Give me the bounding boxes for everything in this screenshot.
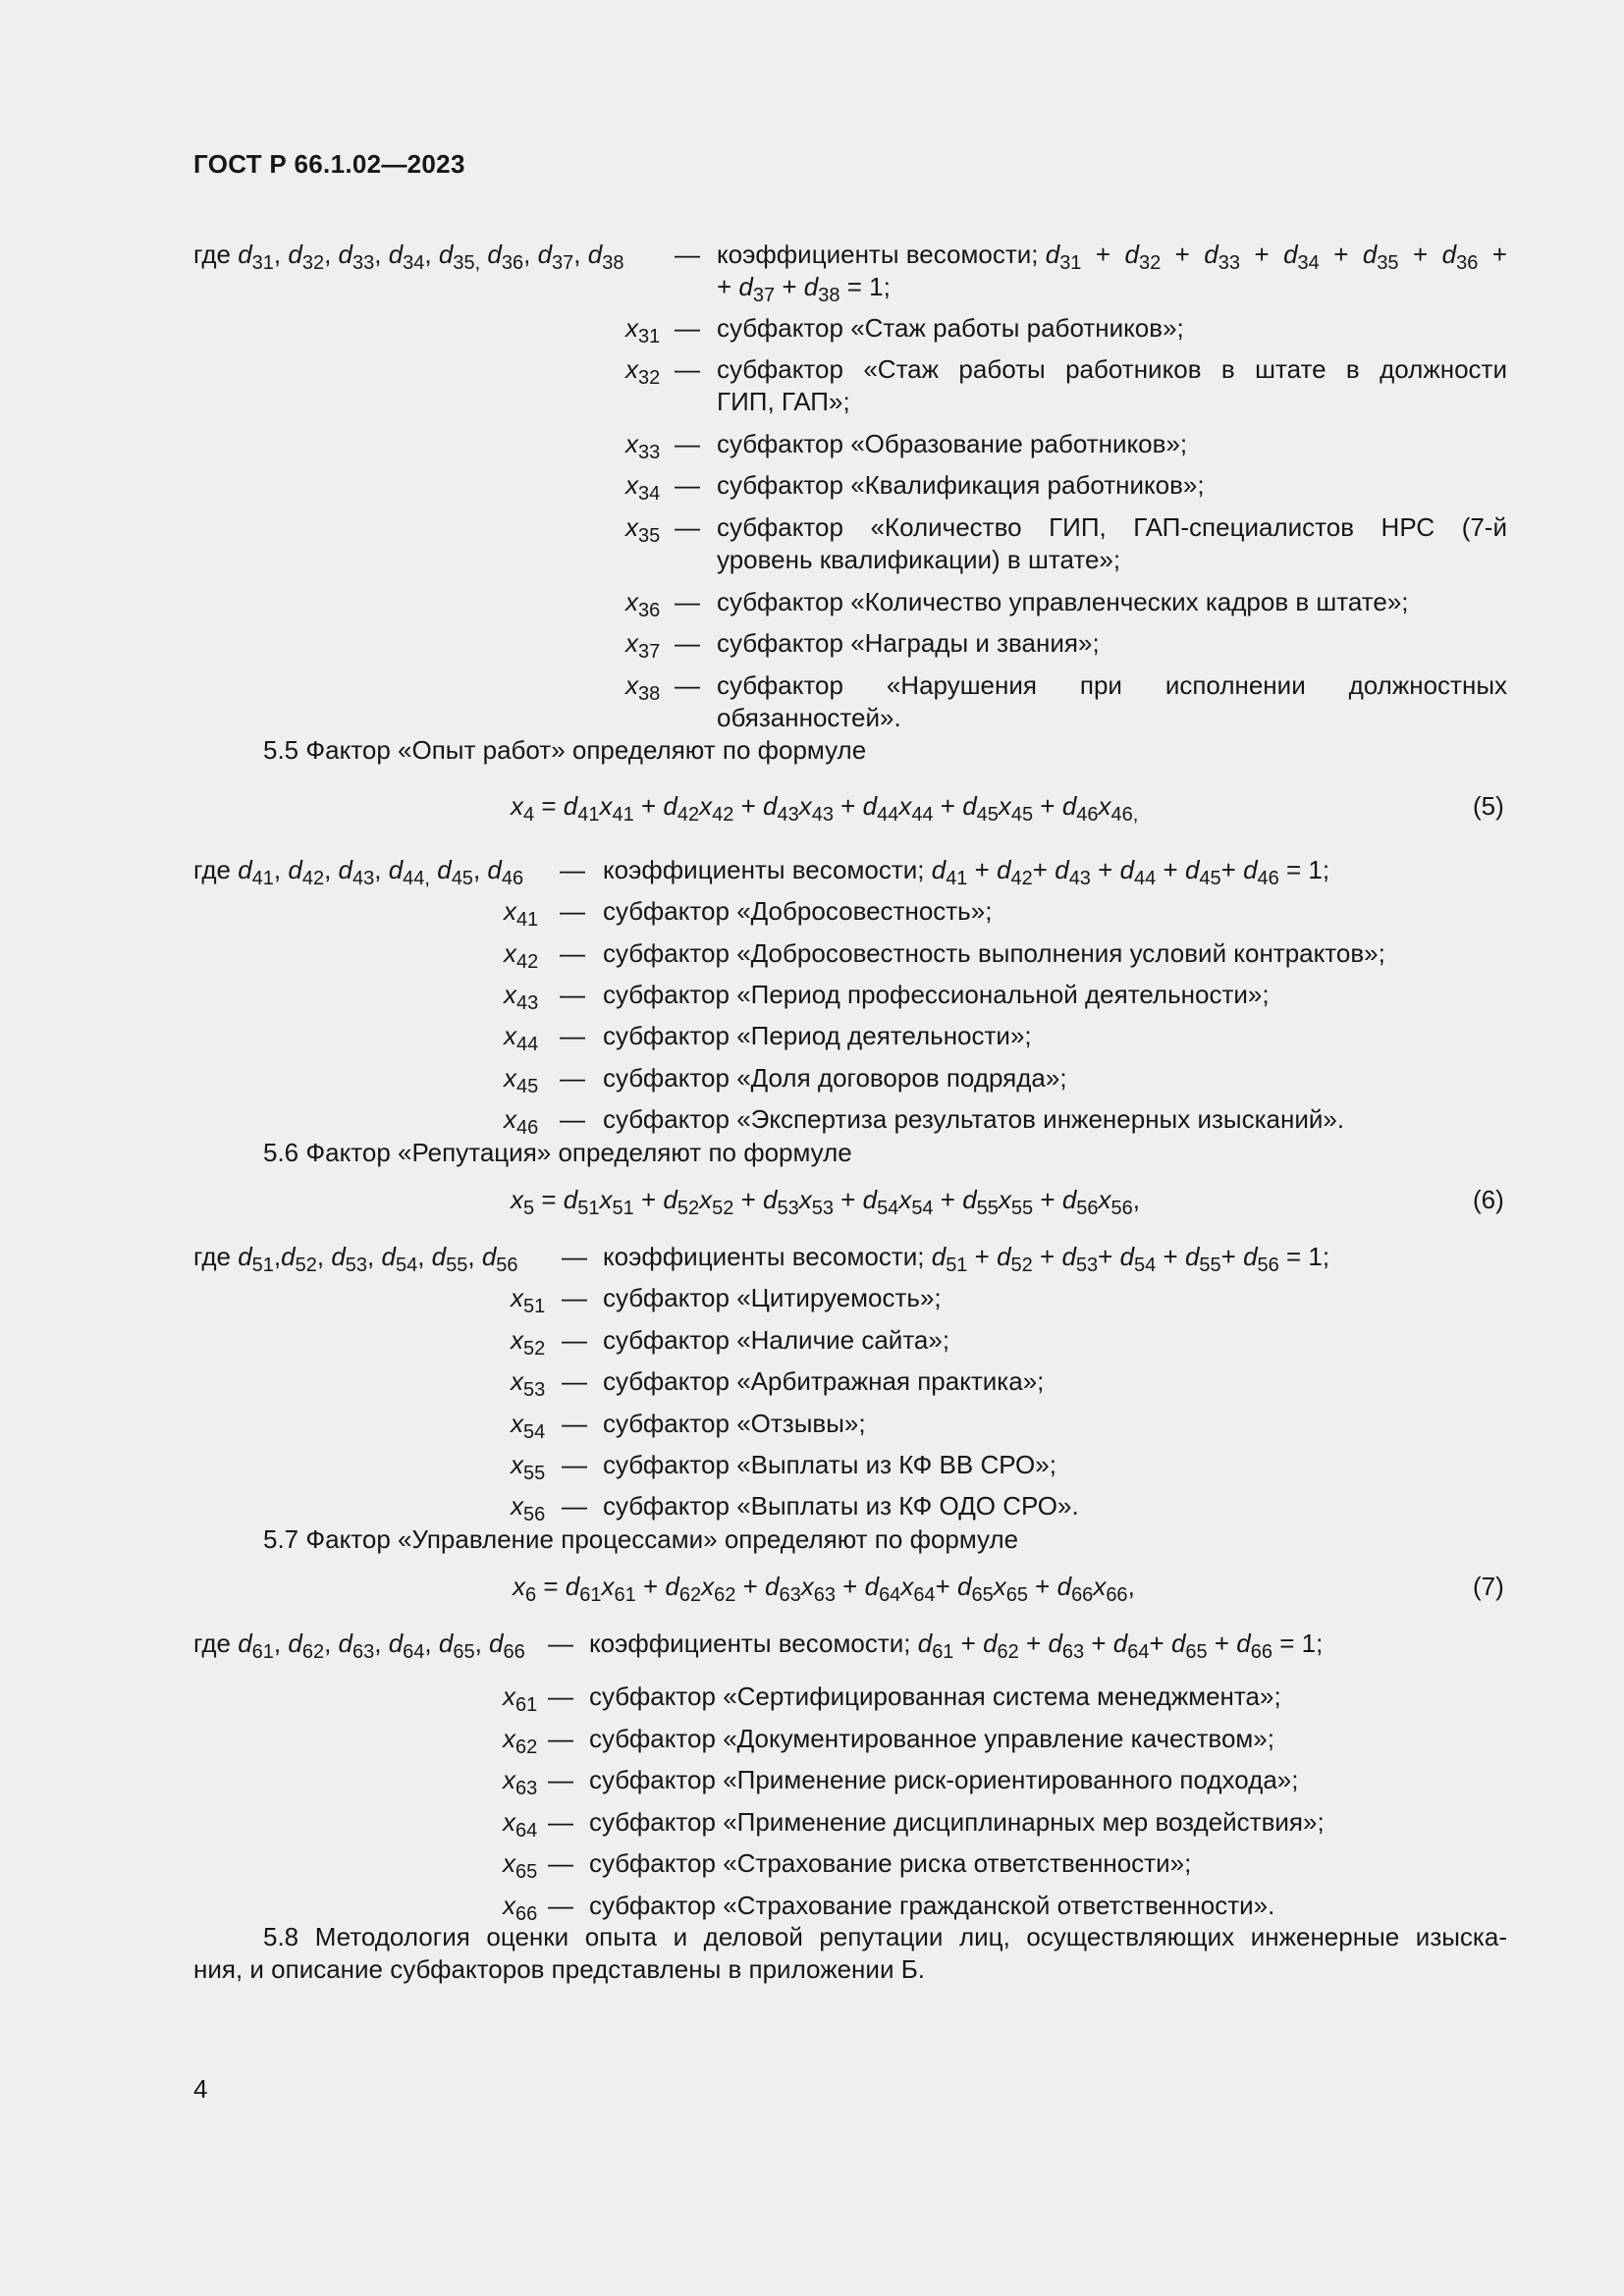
dash: — [562, 1409, 587, 1438]
dash: — [675, 429, 700, 458]
def-x64: субфактор «Применение дисциплинарных мер воздействия»; [589, 1807, 1325, 1837]
where-d4-list: где $d_{41}$, $d_{42}$, $d_{43}$, $d_{44,}$ $d_{45}$, $d_{46}$ [193, 855, 524, 889]
var-x53: $x_{53}$ [511, 1366, 546, 1401]
dash: — [562, 1283, 587, 1312]
var-x61: $x_{61}$ [503, 1682, 538, 1716]
var-x51: $x_{51}$ [511, 1283, 546, 1317]
def-x52: субфактор «Наличие сайта»; [603, 1325, 950, 1355]
where-d3-list: где $d_{31}$, $d_{32}$, $d_{33}$, $d_{34}$, $d_{35,}$ $d_{36}$, $d_{37}$, $d_{38}$ [193, 240, 624, 274]
var-x45: $x_{45}$ [504, 1063, 539, 1097]
dash: — [548, 1629, 573, 1658]
formula-number-5: (5) [1473, 791, 1504, 821]
var-x46: $x_{46}$ [504, 1104, 539, 1139]
formula-5: $x_4 = d_{41}x_{41} + d_{42}x_{42} + d_{43}x_{43} + d_{44}x_{44} + d_{45}x_{45} + d_{46}x_{46,}$ [511, 791, 1139, 826]
var-x33: $x_{33}$ [625, 429, 661, 463]
def-x66: субфактор «Страхование гражданской ответственности». [589, 1891, 1275, 1920]
where-d5-list: где $d_{51},d_{52}$, $d_{53}$, $d_{54}$, $d_{55}$, $d_{56}$ [193, 1242, 518, 1276]
def-x61: субфактор «Сертифицированная система менеджмента»; [589, 1682, 1281, 1711]
var-x36: $x_{36}$ [625, 587, 661, 621]
dash: — [560, 896, 585, 926]
dash: — [560, 1063, 585, 1093]
var-x52: $x_{52}$ [511, 1325, 546, 1360]
var-x43: $x_{43}$ [504, 980, 539, 1014]
dash: — [548, 1848, 573, 1878]
def-x45: субфактор «Доля договоров подряда»; [603, 1063, 1067, 1093]
def-x53: субфактор «Арбитражная практика»; [603, 1366, 1045, 1396]
dash: — [560, 855, 585, 884]
def-x43: субфактор «Период профессиональной деятельности»; [603, 980, 1270, 1009]
dash: — [675, 470, 700, 500]
dash: — [675, 240, 700, 269]
var-x66: $x_{66}$ [503, 1891, 538, 1925]
def-x54: субфактор «Отзывы»; [603, 1409, 866, 1438]
var-x56: $x_{56}$ [511, 1491, 546, 1525]
dash: — [548, 1682, 573, 1711]
def-x62: субфактор «Документированное управление качеством»; [589, 1724, 1274, 1753]
def-x33: субфактор «Образование работников»; [717, 429, 1188, 458]
def-x65: субфактор «Страхование риска ответственности»; [589, 1848, 1192, 1878]
var-x64: $x_{64}$ [503, 1807, 538, 1842]
var-x55: $x_{55}$ [511, 1450, 546, 1484]
def-x51: субфактор «Цитируемость»; [603, 1283, 942, 1312]
section-5-8-line2: ния, и описание субфакторов представлены в приложении Б. [193, 1954, 925, 1984]
def-x31: субфактор «Стаж работы работников»; [717, 313, 1184, 343]
var-x38: $x_{38}$ [625, 670, 661, 705]
dash: — [548, 1765, 573, 1794]
formula-6: $x_5 = d_{51}x_{51} + d_{52}x_{52} + d_{53}x_{53} + d_{54}x_{54} + d_{55}x_{55} + d_{56}x_{56}$, [511, 1185, 1141, 1219]
dash: — [560, 938, 585, 968]
var-x34: $x_{34}$ [625, 470, 661, 505]
coef-d5: коэффициенты весомости; $d_{51} + d_{52} + d_{53}+ d_{54} + d_{55}+ d_{56} = 1$; [603, 1242, 1330, 1276]
coef-d3-line2: + $d_{37} + d_{38} = 1$; [717, 272, 891, 306]
section-5-6: 5.6 Фактор «Репутация» определяют по формуле [263, 1138, 852, 1167]
def-x41: субфактор «Добросовестность»; [603, 896, 993, 926]
def-x35-line2: уровень квалификации) в штате»; [717, 545, 1121, 574]
dash: — [675, 670, 700, 700]
var-x44: $x_{44}$ [504, 1021, 539, 1055]
var-x31: $x_{31}$ [625, 313, 661, 347]
var-x35: $x_{35}$ [625, 512, 661, 547]
def-x56: субфактор «Выплаты из КФ ОДО СРО». [603, 1491, 1079, 1521]
var-x54: $x_{54}$ [511, 1409, 546, 1443]
dash: — [675, 354, 700, 384]
section-5-7: 5.7 Фактор «Управление процессами» определяют по формуле [263, 1524, 1019, 1554]
formula-number-7: (7) [1473, 1572, 1504, 1601]
dash: — [562, 1325, 587, 1355]
def-x35-line1: субфактор «Количество ГИП, ГАП-специалистов НРС (7-й [717, 512, 1507, 542]
where-d6-list: где $d_{61}$, $d_{62}$, $d_{63}$, $d_{64}$, $d_{65}$, $d_{66}$ [193, 1629, 525, 1663]
coef-d6: коэффициенты весомости; $d_{61} + d_{62} + d_{63} + d_{64}+ d_{65} + d_{66} = 1$; [589, 1629, 1324, 1663]
def-x46: субфактор «Экспертиза результатов инженерных изысканий». [603, 1104, 1345, 1134]
var-x63: $x_{63}$ [503, 1765, 538, 1799]
dash: — [548, 1891, 573, 1920]
formula-7: $x_6 = d_{61}x_{61} + d_{62}x_{62} + d_{63}x_{63} + d_{64}x_{64}+ d_{65}x_{65} + d_{66}x_{66}$, [513, 1572, 1135, 1606]
dash: — [675, 587, 700, 616]
def-x32-line1: субфактор «Стаж работы работников в штате в должности [717, 354, 1507, 384]
dash: — [560, 980, 585, 1009]
formula-number-6: (6) [1473, 1185, 1504, 1214]
def-x63: субфактор «Применение риск-ориентированного подхода»; [589, 1765, 1299, 1794]
def-x32-line2: ГИП, ГАП»; [717, 387, 850, 416]
dash: — [560, 1104, 585, 1134]
var-x62: $x_{62}$ [503, 1724, 538, 1758]
coef-d3-line1: коэффициенты весомости; $d_{31}$ + $d_{32}$ + $d_{33}$ + $d_{34}$ + $d_{35}$ + $d_{36}$ + [717, 240, 1507, 274]
dash: — [675, 512, 700, 542]
dash: — [562, 1242, 587, 1271]
dash: — [548, 1724, 573, 1753]
def-x38-line1: субфактор «Нарушения при исполнении должностных [717, 670, 1507, 700]
dash: — [675, 628, 700, 658]
page-number: 4 [193, 2074, 208, 2104]
var-x41: $x_{41}$ [504, 896, 539, 931]
def-x42: субфактор «Добросовестность выполнения условий контрактов»; [603, 938, 1385, 968]
dash: — [560, 1021, 585, 1050]
def-x55: субфактор «Выплаты из КФ ВВ СРО»; [603, 1450, 1056, 1479]
dash: — [548, 1807, 573, 1837]
document-header: ГОСТ Р 66.1.02—2023 [193, 149, 465, 179]
section-5-5: 5.5 Фактор «Опыт работ» определяют по формуле [263, 735, 867, 765]
dash: — [562, 1450, 587, 1479]
def-x34: субфактор «Квалификация работников»; [717, 470, 1205, 500]
def-x38-line2: обязанностей». [717, 703, 901, 732]
def-x37: субфактор «Награды и звания»; [717, 628, 1100, 658]
dash: — [675, 313, 700, 343]
var-x65: $x_{65}$ [503, 1848, 538, 1883]
coef-d4: коэффициенты весомости; $d_{41} + d_{42}+ d_{43} + d_{44} + d_{45}+ d_{46} = 1$; [603, 855, 1330, 889]
dash: — [562, 1366, 587, 1396]
var-x37: $x_{37}$ [625, 628, 661, 663]
def-x36: субфактор «Количество управленческих кадров в штате»; [717, 587, 1409, 616]
section-5-8-line1: 5.8 Методология оценки опыта и деловой репутации лиц, осуществляющих инженерные изыска- [263, 1922, 1507, 1951]
dash: — [562, 1491, 587, 1521]
var-x42: $x_{42}$ [504, 938, 539, 973]
def-x44: субфактор «Период деятельности»; [603, 1021, 1032, 1050]
var-x32: $x_{32}$ [625, 354, 661, 389]
